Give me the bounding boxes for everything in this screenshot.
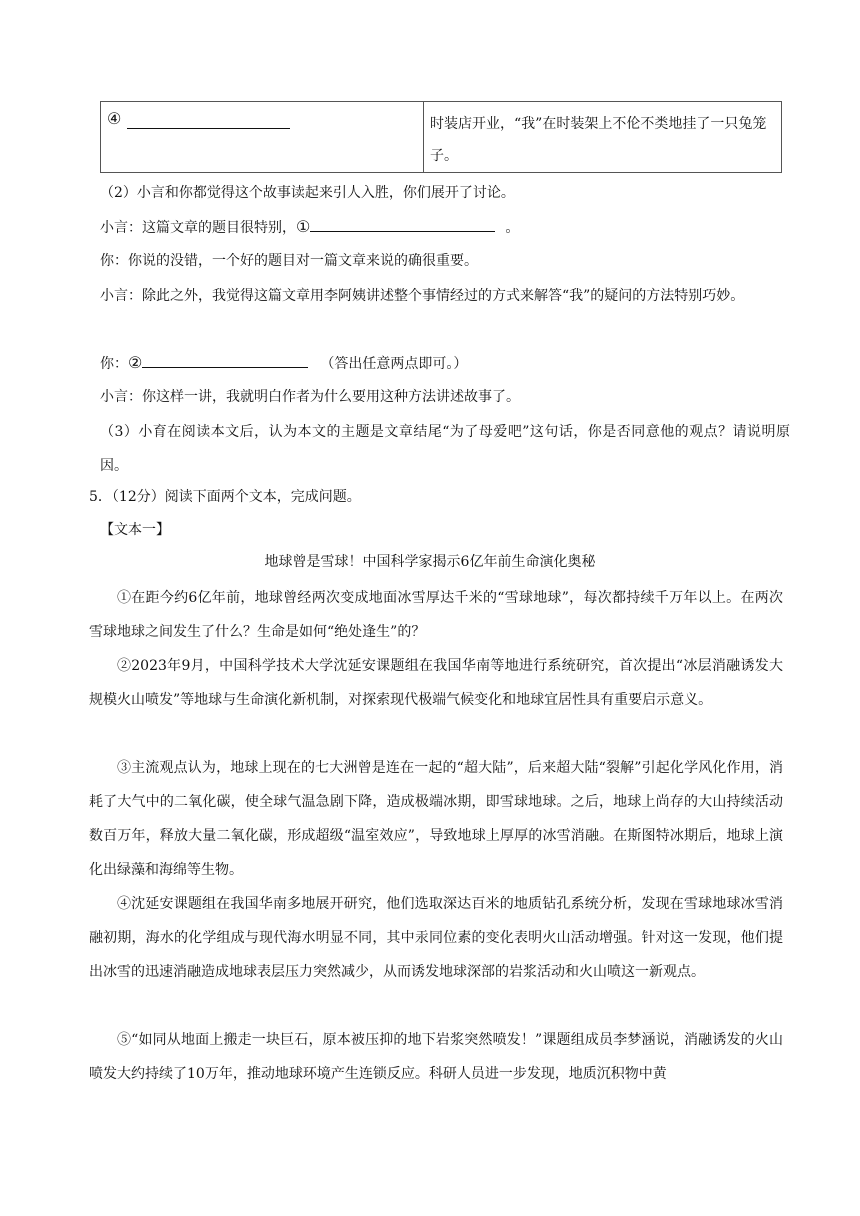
circled-number: ② bbox=[128, 353, 143, 372]
table-cell-text: 时装店开业，“我”在时装架上不伦不类地挂了一只兔笼子。 bbox=[430, 116, 767, 164]
dialogue-line-1 bbox=[100, 217, 519, 238]
answer-blank-line[interactable] bbox=[310, 217, 495, 232]
dialogue-line-3: 小言：除此之外，我觉得这篇文章用李阿姨讲述整个事情经过的方式来解答“我”的疑问的方法特别巧妙。 bbox=[100, 288, 745, 304]
article-paragraph-2: ②2023年9月，中国科学技术大学沈延安课题组在我国华南等地进行系统研究，首次提出“冰层消融诱发大规模火山喷发”等地球与生命演化新机制，对探索现代极端气候变化和地球宜居性具有重要启示意义。 bbox=[89, 658, 783, 708]
dialogue-note: （答出任意两点即可。） bbox=[320, 356, 468, 372]
question-3: （3）小育在阅读本文后，认为本文的主题是文章结尾“为了母爱吧”这句话，你是否同意他的观点？请说明原因。 bbox=[100, 424, 790, 474]
article-paragraph-3: ③主流观点认为，地球上现在的七大洲曾是连在一起的“超大陆”，后来超大陆“裂解”引起化学风化作用，消耗了大气中的二氧化碳，使全球气温急剧下降，造成极端冰期，即雪球地球。之后，地球上尚存的大山持续活动数百万年，释放大量二氧化碳，形成超级“温室效应”，导致地球上厚厚的冰雪消融。在斯图特冰期后，地球上演化出绿藻和海绵等生物。 bbox=[89, 760, 783, 878]
circled-number: ① bbox=[296, 217, 311, 236]
article-paragraph-5: ⑤“如同从地面上搬走一块巨石，原本被压抑的地下岩浆突然喷发！”课题组成员李梦涵说，消融诱发的火山喷发大约持续了10万年，推动地球环境产生连锁反应。科研人员进一步发现，地质沉积物中黄 bbox=[89, 1032, 783, 1082]
circled-number: ④ bbox=[107, 109, 122, 128]
article-paragraph-1: ①在距今约6亿年前，地球曾经两次变成地面冰雪厚达千米的“雪球地球”，每次都持续千万年以上。在两次雪球地球之间发生了什么？生命是如何“绝处逢生”的？ bbox=[89, 590, 783, 640]
article-title: 地球曾是雪球！中国科学家揭示6亿年前生命演化奥秘 bbox=[264, 554, 596, 570]
dialogue-line-5: 小言：你这样一讲，我就明白作者为什么要用这种方法讲述故事了。 bbox=[100, 389, 520, 405]
dialogue-text: 小言：这篇文章的题目很特别， bbox=[100, 220, 296, 236]
table-cell-blank bbox=[101, 102, 424, 172]
answer-table bbox=[100, 101, 782, 173]
dialogue-text: 你： bbox=[100, 356, 128, 372]
article-paragraph-4: ④沈延安课题组在我国华南多地展开研究，他们选取深达百米的地质钻孔系统分析，发现在雪球地球冰雪消融初期，海水的化学组成与现代海水明显不同，其中汞同位素的变化表明火山活动增强。针对这一发现，他们提出冰雪的迅速消融造成地球表层压力突然减少，从而诱发地球深部的岩浆活动和火山喷这一新观点。 bbox=[89, 896, 783, 980]
question-5-head: 5．（12分）阅读下面两个文本，完成问题。 bbox=[89, 489, 361, 505]
text-section-label: 【文本一】 bbox=[100, 522, 170, 538]
dialogue-line-4 bbox=[100, 353, 467, 374]
answer-blank-line[interactable] bbox=[142, 353, 308, 368]
dialogue-punct: 。 bbox=[505, 220, 520, 236]
question-2-intro: （2）小言和你都觉得这个故事读起来引人入胜，你们展开了讨论。 bbox=[100, 185, 515, 201]
dialogue-line-2: 你：你说的没错，一个好的题目对一篇文章来说的确很重要。 bbox=[100, 253, 478, 269]
answer-blank-line[interactable] bbox=[127, 128, 290, 129]
